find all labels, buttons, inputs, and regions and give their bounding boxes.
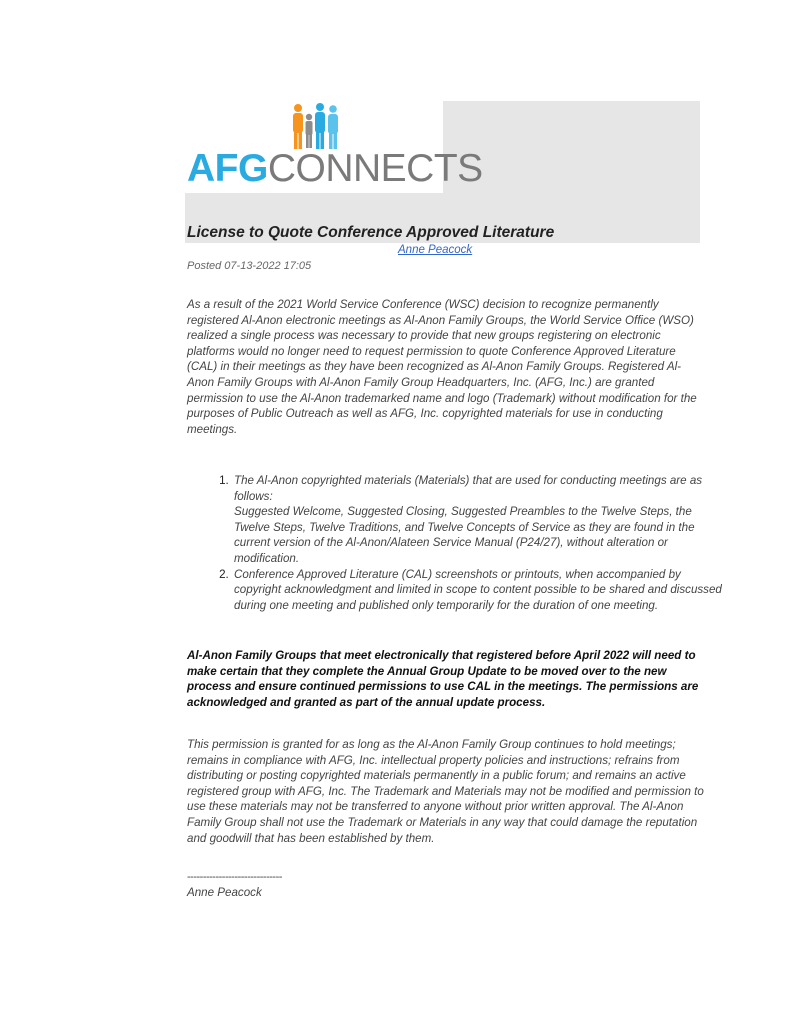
materials-list xyxy=(205,473,727,613)
signature-divider: ------------------------------ xyxy=(187,871,282,883)
article-title: License to Quote Conference Approved Literature xyxy=(187,224,555,241)
intro-paragraph: As a result of the 2021 World Service Conference (WSC) decision to recognize permanently registered Al-Anon electronic meetings as Al-Anon Family Groups, the World Service Office (WSO) realized a single process was necessary to provide that new groups registering on electronic platforms would no longer need to request permission to quote Conference Approved Literature (CAL) in their meetings as they have been recognized as Al-Anon Family Groups. Registered Al-Anon Family Groups with Al-Anon Family Group Headquarters, Inc. (AFG, Inc.) are granted permission to use the Al-Anon trademarked name and logo (Trademark) without modification for the purposes of Public Outreach as well as AFG, Inc. copyrighted materials for use in conducting meetings. xyxy=(187,298,697,436)
list-item-lead: The Al-Anon copyrighted materials (Materials) that are used for conducting meetings are as follows: xyxy=(234,474,703,503)
header-banner xyxy=(185,101,700,243)
bold-notice: Al-Anon Family Groups that meet electronically that registered before April 2022 will need to make certain that they complete the Annual Group Update to be moved over to the new process and ensure continued permissions to use CAL in the meetings. The permissions are acknowledged and granted as part of the annual update process. xyxy=(187,649,699,709)
posted-timestamp: Posted 07-13-2022 17:05 xyxy=(187,260,312,272)
list-item-detail: Suggested Welcome, Suggested Closing, Suggested Preambles to the Twelve Steps, the Twelve Steps, Twelve Traditions, and Twelve Concepts of Service as they are found in the current version of the Al-Anon/Alateen Service Manual (P24/27), without alteration or modification. xyxy=(234,505,695,565)
list-item-lead: Conference Approved Literature (CAL) screenshots or printouts, when accompanied by copyright acknowledgment and limited in scope to content possible to be shared and discussed during one meeting and published only temporarily for the duration of one meeting. xyxy=(234,567,722,612)
permission-paragraph: This permission is granted for as long as the Al-Anon Family Group continues to hold meetings; remains in compliance with AFG, Inc. intellectual property policies and instructions; refrains from distributing or posting copyrighted materials permanently in a public forum; and remains an active registered group with AFG, Inc. The Trademark and Materials may not be modified and permission to use these materials may not be transferred to anyone without prior written approval. The Al-Anon Family Group shall not use the Trademark or Materials in any way that could damage the reputation and goodwill that has been established by them. xyxy=(187,738,704,845)
signature-name: Anne Peacock xyxy=(187,886,262,899)
list-item xyxy=(232,567,727,614)
author-link[interactable]: Anne Peacock xyxy=(398,244,473,256)
afg-connects-logo xyxy=(185,101,483,193)
logo-text-connects: CONNECTS xyxy=(267,147,483,190)
logo-wordmark xyxy=(187,149,483,189)
logo-text-afg: AFG xyxy=(187,147,268,190)
family-people-icon xyxy=(289,103,341,151)
list-item xyxy=(232,473,727,567)
